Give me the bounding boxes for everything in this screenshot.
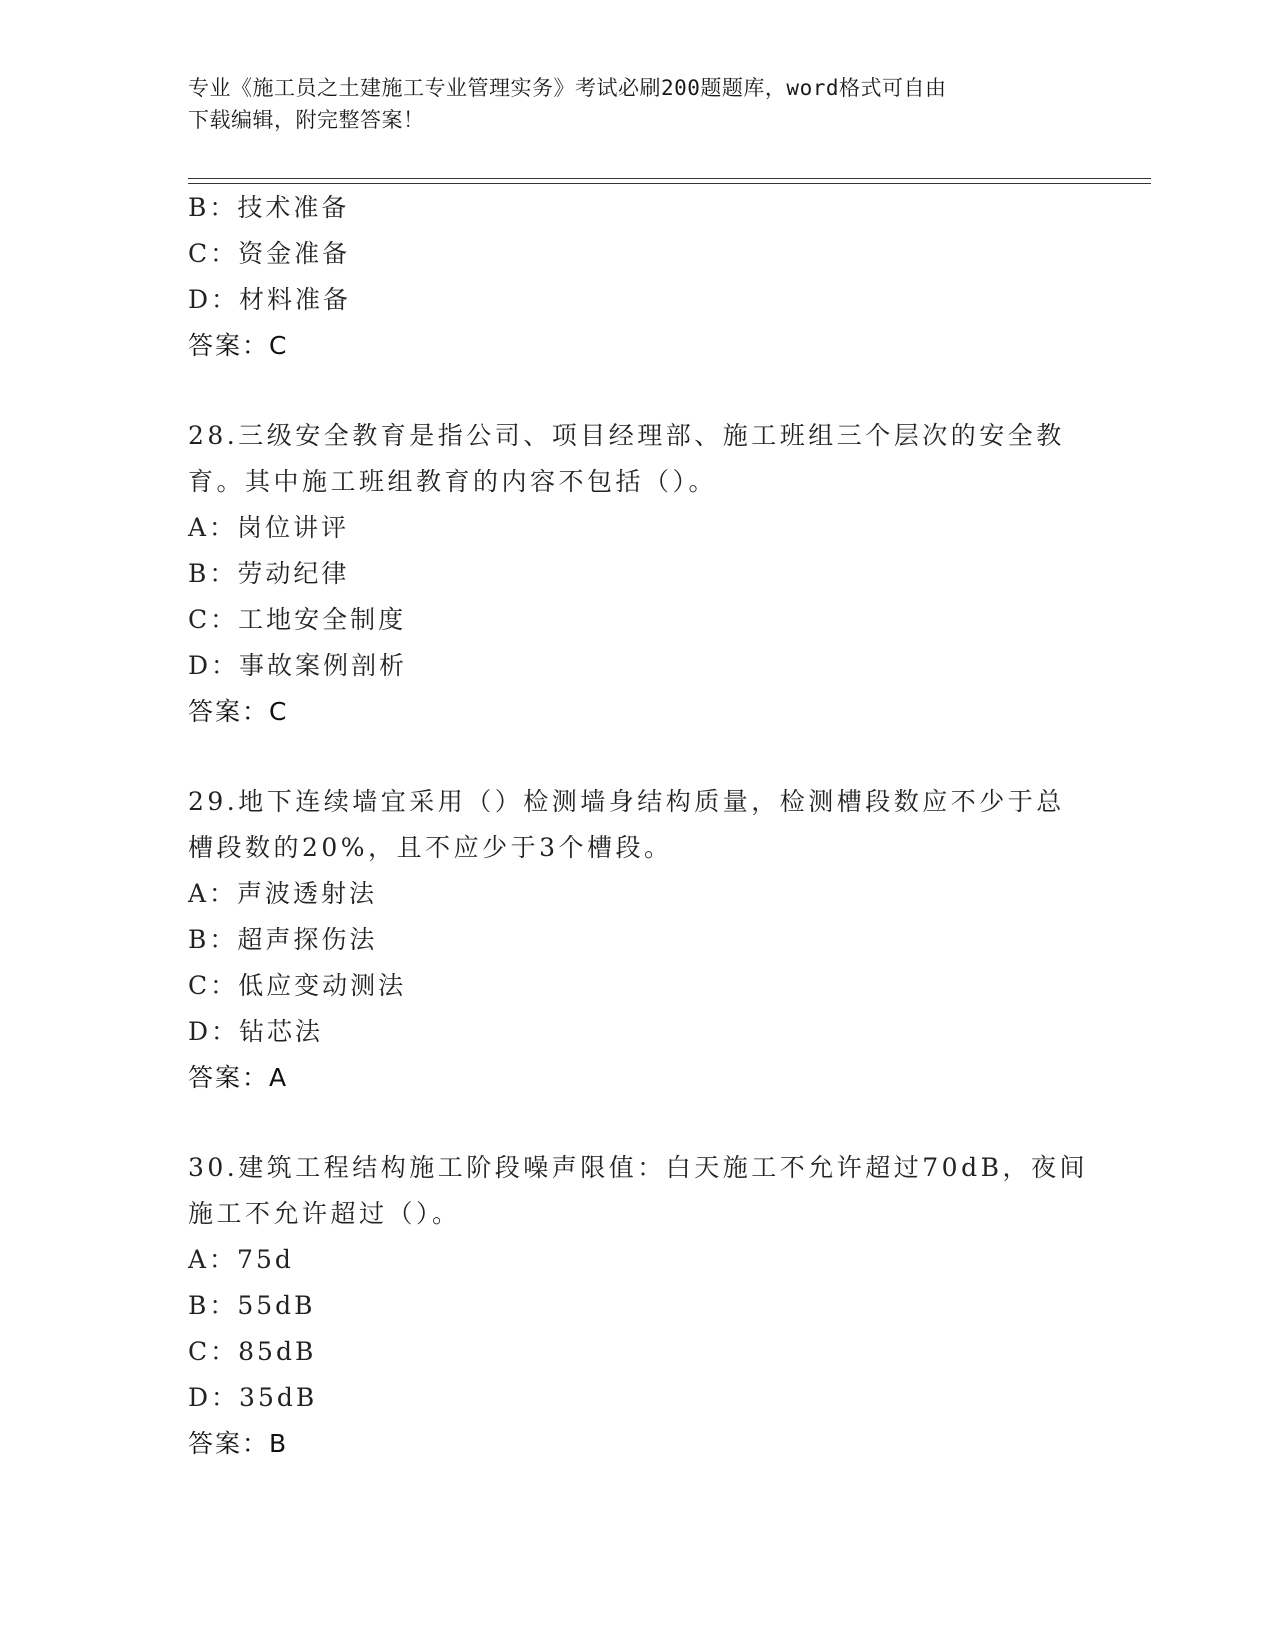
question-27-continued — [188, 185, 1088, 369]
question-28 — [188, 413, 1088, 735]
option-d: D：35dB — [188, 1383, 318, 1412]
header-line-1: 专业《施工员之土建施工专业管理实务》考试必刷200题题库，word格式可自由 — [188, 76, 947, 100]
question-list — [188, 185, 1088, 1467]
option-b: B：超声探伤法 — [188, 925, 378, 954]
question-text-line-2: 育。其中施工班组教育的内容不包括（）。 — [188, 467, 718, 496]
header-divider-top — [188, 178, 1151, 179]
option-b: B：劳动纪律 — [188, 559, 350, 588]
question-30 — [188, 1145, 1088, 1467]
option-a: A：岗位讲评 — [188, 513, 350, 542]
option-c: C：工地安全制度 — [188, 605, 407, 634]
question-gap — [188, 369, 1088, 413]
option-a: A：75d — [188, 1245, 294, 1274]
question-gap — [188, 1101, 1088, 1145]
option-c: C：资金准备 — [188, 239, 351, 268]
answer-line: 答案：C — [188, 697, 289, 726]
answer-line: 答案：B — [188, 1429, 289, 1458]
document-header — [188, 72, 1068, 136]
option-d: D：材料准备 — [188, 285, 352, 314]
option-b: B：技术准备 — [188, 193, 350, 222]
header-divider-bottom — [188, 183, 1151, 184]
header-line-2: 下载编辑，附完整答案！ — [188, 108, 425, 132]
question-text-line-2: 施工不允许超过（）。 — [188, 1199, 461, 1228]
option-a: A：声波透射法 — [188, 879, 378, 908]
question-29 — [188, 779, 1088, 1101]
option-d: D：事故案例剖析 — [188, 651, 408, 680]
question-text-line-1: 30.建筑工程结构施工阶段噪声限值：白天施工不允许超过70dB，夜间 — [188, 1153, 1088, 1182]
option-d: D：钻芯法 — [188, 1017, 324, 1046]
question-text-line-2: 槽段数的20%，且不应少于3个槽段。 — [188, 833, 673, 862]
answer-line: 答案：C — [188, 331, 289, 360]
question-text-line-1: 28.三级安全教育是指公司、项目经理部、施工班组三个层次的安全教 — [188, 421, 1065, 450]
option-b: B：55dB — [188, 1291, 316, 1320]
option-c: C：低应变动测法 — [188, 971, 407, 1000]
option-c: C：85dB — [188, 1337, 317, 1366]
answer-line: 答案：A — [188, 1063, 289, 1092]
question-text-line-1: 29.地下连续墙宜采用（）检测墙身结构质量，检测槽段数应不少于总 — [188, 787, 1065, 816]
question-gap — [188, 735, 1088, 779]
